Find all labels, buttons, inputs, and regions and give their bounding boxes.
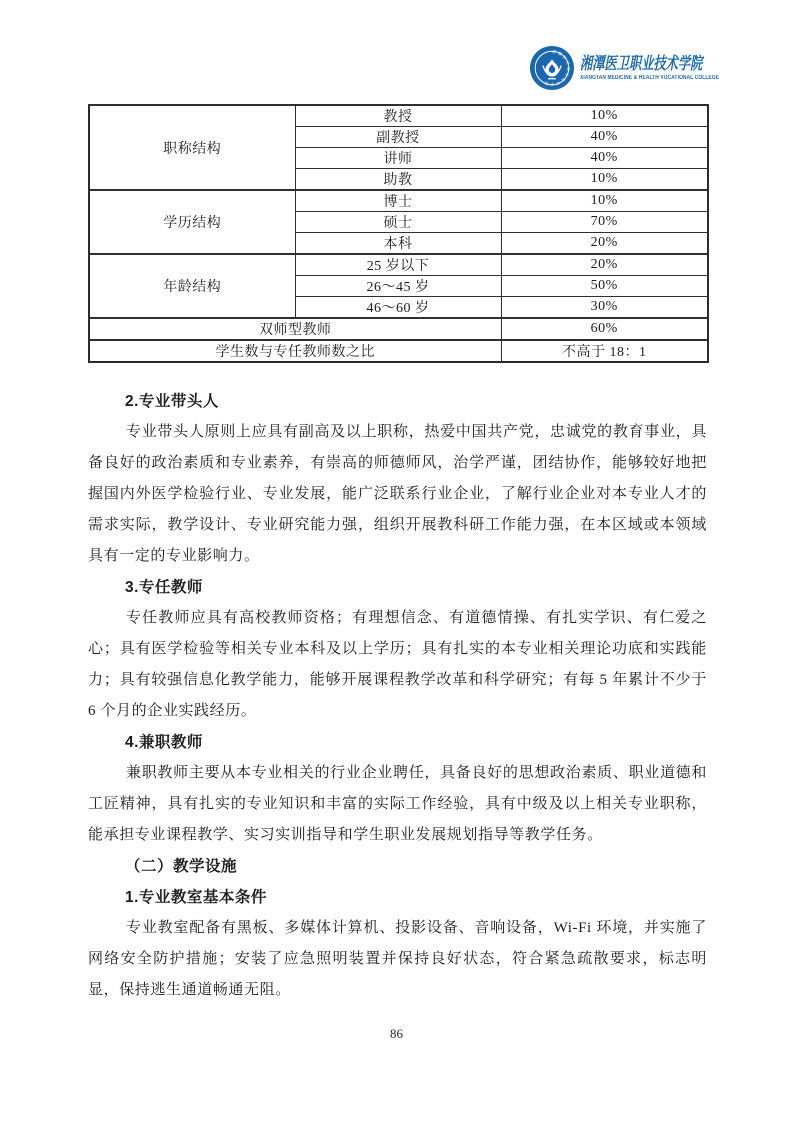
table-group-cell: 年龄结构	[89, 254, 295, 318]
page-number: 86	[390, 1026, 403, 1041]
svg-text:湘潭医卫职业技术学院: 湘潭医卫职业技术学院	[542, 48, 572, 87]
section-heading: 2.专业带头人	[125, 393, 219, 410]
table-label-cell: 博士	[295, 190, 501, 212]
table-label-cell: 教授	[295, 105, 501, 127]
page-content	[88, 104, 707, 1006]
table-value-cell: 40%	[501, 127, 708, 148]
section-paragraph: 专业教室配备有黑板、多媒体计算机、投影设备、音响设备，Wi-Fi 环境，并实施了网络安全防护措施；安装了应急照明装置并保持良好状态，符合紧急疏散要求，标志明显，保持逃生通道畅通无阻。	[88, 920, 707, 998]
college-emblem-icon	[529, 45, 575, 91]
section-heading: （二）教学设施	[125, 858, 238, 875]
requirements-table-body	[89, 105, 708, 362]
section-paragraph: 专业带头人原则上应具有副高及以上职称，热爱中国共产党，忠诚党的教育事业，具备良好的政治素质和专业素养，有崇高的师德师风，治学严谨，团结协作，能够较好地把握国内外医学检验行业、专业发展，能广泛联系行业企业，了解行业企业对本专业人才的需求实际，教学设计、专业研究能力强，组织开展教科研工作能力强，在本区域或本领域具有一定的专业影响力。	[88, 424, 707, 564]
table-value-cell: 70%	[501, 212, 708, 233]
faculty-requirements-table	[88, 104, 709, 363]
table-label-cell: 助教	[295, 169, 501, 191]
section-heading: 4.兼职教师	[125, 734, 203, 751]
table-value-cell: 不高于 18：1	[501, 340, 708, 362]
table-value-cell: 20%	[501, 233, 708, 255]
table-value-cell: 30%	[501, 297, 708, 319]
table-row	[89, 254, 708, 276]
college-name-en: XIANGTAN MEDICINE & HEALTH VOCATIONAL COLLEGE	[580, 75, 720, 81]
section-heading: 3.专任教师	[125, 579, 203, 596]
section-fulltime-teachers	[88, 572, 707, 727]
section-professional-leader	[88, 386, 707, 572]
table-value-cell: 10%	[501, 105, 708, 127]
table-label-cell: 讲师	[295, 148, 501, 169]
table-label-cell: 25 岁以下	[295, 254, 501, 276]
college-logo	[529, 45, 754, 91]
table-value-cell: 10%	[501, 169, 708, 191]
table-merged-label-cell: 双师型教师	[89, 318, 501, 340]
table-merged-label-cell: 学生数与专任教师数之比	[89, 340, 501, 362]
table-value-cell: 40%	[501, 148, 708, 169]
table-row	[89, 190, 708, 212]
document-body	[88, 386, 707, 1006]
college-name-zh: 湘潭医卫职业技术学院	[580, 54, 703, 73]
table-label-cell: 硕士	[295, 212, 501, 233]
section-classroom-conditions	[88, 882, 707, 1006]
section-parttime-teachers	[88, 727, 707, 851]
table-group-cell: 学历结构	[89, 190, 295, 254]
section-heading: 1.专业教室基本条件	[125, 889, 267, 906]
table-value-cell: 60%	[501, 318, 708, 340]
table-row	[89, 340, 708, 362]
section-paragraph: 兼职教师主要从本专业相关的行业企业聘任，具备良好的思想政治素质、职业道德和工匠精神，具有扎实的专业知识和丰富的实际工作经验，具有中级及以上相关专业职称，能承担专业课程教学、实习实训指导和学生职业发展规划指导等教学任务。	[88, 765, 707, 843]
table-label-cell: 46～60 岁	[295, 297, 501, 319]
table-value-cell: 10%	[501, 190, 708, 212]
table-row	[89, 318, 708, 340]
table-label-cell: 26～45 岁	[295, 276, 501, 297]
table-label-cell: 副教授	[295, 127, 501, 148]
table-value-cell: 50%	[501, 276, 708, 297]
section-teaching-facilities	[88, 851, 707, 882]
table-label-cell: 本科	[295, 233, 501, 255]
table-row	[89, 105, 708, 127]
table-value-cell: 20%	[501, 254, 708, 276]
table-group-cell: 职称结构	[89, 105, 295, 190]
section-paragraph: 专任教师应具有高校教师资格；有理想信念、有道德情操、有扎实学识、有仁爱之心；具有医学检验等相关专业本科及以上学历；具有扎实的本专业相关理论功底和实践能力；具有较强信息化教学能力，能够开展课程教学改革和科学研究；有每 5 年累计不少于 6 个月的企业实践经历。	[88, 610, 707, 719]
